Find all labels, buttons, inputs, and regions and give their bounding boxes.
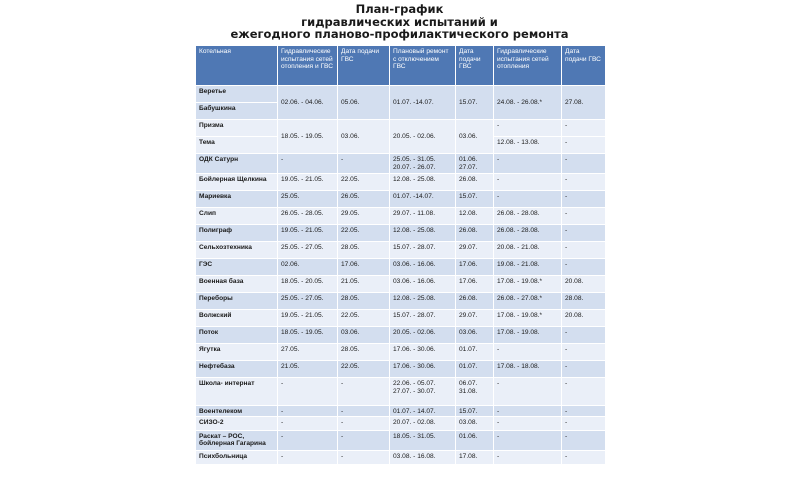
repair-dates: 12.08. - 25.08. — [390, 293, 456, 310]
repair-dates: 20.07. - 02.08. — [390, 416, 456, 430]
gvs-date: - — [562, 174, 606, 191]
title-line-1: План-график — [355, 2, 444, 16]
repair-dates — [390, 154, 456, 174]
gvs-date: 28.08. — [562, 293, 606, 310]
gvs-date: - — [562, 137, 606, 154]
boiler-name: СИЗО-2 — [196, 416, 278, 430]
column-header-gvs-date-2: Дата подачи ГВС — [456, 46, 494, 86]
gvs-date: 05.06. — [338, 86, 390, 120]
hydro-test-dates: 18.05. - 19.05. — [278, 327, 338, 344]
gvs-date: - — [338, 378, 390, 406]
hydro-test-heating-dates: 24.08. - 26.08.* — [494, 86, 562, 120]
hydro-test-heating-dates: 26.08. - 28.08. — [494, 225, 562, 242]
gvs-date-line: 01.06. — [459, 156, 478, 163]
gvs-date: 03.06. — [338, 327, 390, 344]
gvs-date: 12.08. — [456, 208, 494, 225]
hydro-test-dates: - — [278, 406, 338, 417]
table-row — [196, 293, 606, 310]
boiler-name: ОДК Сатурн — [196, 154, 278, 174]
table-row — [196, 259, 606, 276]
table-row — [196, 86, 606, 103]
boiler-name: ГЭС — [196, 259, 278, 276]
repair-dates: 18.05. - 31.05. — [390, 430, 456, 450]
boiler-name: Волжский — [196, 310, 278, 327]
repair-dates: 01.07. -14.07. — [390, 191, 456, 208]
boiler-name: Полиграф — [196, 225, 278, 242]
gvs-date: 28.05. — [338, 293, 390, 310]
hydro-test-dates: 18.05. - 19.05. — [278, 120, 338, 154]
hydro-test-heating-dates: - — [494, 344, 562, 361]
gvs-date: - — [338, 154, 390, 174]
hydro-test-heating-dates: 17.08. - 19.08.* — [494, 310, 562, 327]
boiler-name: Сельхозтехника — [196, 242, 278, 259]
table-row — [196, 154, 606, 174]
gvs-date: - — [562, 191, 606, 208]
table-row — [196, 242, 606, 259]
boiler-name-line: бойлерная Гагарина — [199, 440, 266, 448]
boiler-name: Поток — [196, 327, 278, 344]
gvs-date: 20.08. — [562, 276, 606, 293]
repair-dates: 20.05. - 02.06. — [390, 120, 456, 154]
gvs-date: 22.05. — [338, 361, 390, 378]
gvs-date: 20.08. — [562, 310, 606, 327]
title-line-3: ежегодного планово-профилактического ремонта — [230, 27, 569, 41]
hydro-test-heating-dates: - — [494, 191, 562, 208]
boiler-name: Воентелеком — [196, 406, 278, 417]
boiler-name: Тема — [196, 137, 278, 154]
gvs-date: 28.05. — [338, 344, 390, 361]
boiler-name: Слип — [196, 208, 278, 225]
hydro-test-dates: 02.06. - 04.06. — [278, 86, 338, 120]
column-header-boiler: Котельная — [196, 46, 278, 86]
repair-dates: 15.07. - 28.07. — [390, 242, 456, 259]
hydro-test-dates: - — [278, 430, 338, 450]
gvs-date: 26.08. — [456, 225, 494, 242]
gvs-date: 22.05. — [338, 225, 390, 242]
hydro-test-dates: 27.05. — [278, 344, 338, 361]
gvs-date: - — [562, 120, 606, 137]
boiler-name-line: Раскат – РОС, — [199, 432, 245, 440]
hydro-test-dates: - — [278, 378, 338, 406]
repair-dates-line: 20.07. - 26.07. — [393, 163, 436, 171]
boiler-name: Нефтебаза — [196, 361, 278, 378]
gvs-date: 03.08. — [456, 416, 494, 430]
repair-dates: 03.08. - 16.08. — [390, 450, 456, 464]
gvs-date: 29.05. — [338, 208, 390, 225]
repair-dates: 03.06. - 16.06. — [390, 276, 456, 293]
hydro-test-dates: 25.05. - 27.05. — [278, 242, 338, 259]
gvs-date: 15.07. — [456, 406, 494, 417]
document-title — [0, 3, 799, 41]
repair-dates: 12.08. - 25.08. — [390, 225, 456, 242]
gvs-date: - — [338, 416, 390, 430]
hydro-test-heating-dates: 20.08. - 21.08. — [494, 242, 562, 259]
gvs-date: - — [562, 344, 606, 361]
gvs-date: 29.07. — [456, 310, 494, 327]
hydro-test-heating-dates: - — [494, 406, 562, 417]
boiler-name: Веретье — [196, 86, 278, 103]
gvs-date — [456, 378, 494, 406]
gvs-date: - — [338, 450, 390, 464]
gvs-date: 03.06. — [456, 327, 494, 344]
boiler-name — [196, 430, 278, 450]
hydro-test-heating-dates: - — [494, 174, 562, 191]
boiler-name: Ягутка — [196, 344, 278, 361]
gvs-date: - — [562, 154, 606, 174]
repair-dates: 29.07. - 11.08. — [390, 208, 456, 225]
boiler-name: Военная база — [196, 276, 278, 293]
gvs-date: 17.06. — [456, 259, 494, 276]
hydro-test-heating-dates: - — [494, 450, 562, 464]
hydro-test-heating-dates: 17.08. - 19.08. — [494, 327, 562, 344]
column-header-hydro-tests-heating: Гидравлические испытания сетей отопления — [494, 46, 562, 86]
table-row — [196, 276, 606, 293]
table-row — [196, 191, 606, 208]
gvs-date: - — [562, 327, 606, 344]
gvs-date: - — [562, 259, 606, 276]
repair-dates: 01.07. -14.07. — [390, 86, 456, 120]
table-row — [196, 327, 606, 344]
repair-dates: 03.06. - 16.06. — [390, 259, 456, 276]
gvs-date: - — [562, 416, 606, 430]
hydro-test-heating-dates: - — [494, 430, 562, 450]
gvs-date: - — [562, 450, 606, 464]
repair-dates-line: 27.07. - 30.07. — [393, 387, 436, 395]
table-row — [196, 378, 606, 406]
boiler-name: Мариевка — [196, 191, 278, 208]
gvs-date: 01.07. — [456, 361, 494, 378]
table-row — [196, 430, 606, 450]
table-row — [196, 361, 606, 378]
gvs-date: - — [562, 361, 606, 378]
hydro-test-dates: 21.05. — [278, 361, 338, 378]
hydro-test-dates: 19.05. - 21.05. — [278, 225, 338, 242]
gvs-date: 26.05. — [338, 191, 390, 208]
gvs-date: 27.08. — [562, 86, 606, 120]
gvs-date: 28.05. — [338, 242, 390, 259]
repair-dates: 20.05. - 02.06. — [390, 327, 456, 344]
title-line-2: гидравлических испытаний и — [301, 14, 498, 29]
table-row — [196, 406, 606, 417]
gvs-date: 17.06. — [456, 276, 494, 293]
gvs-date: - — [562, 430, 606, 450]
boiler-name: Призма — [196, 120, 278, 137]
repair-dates-line: 22.06. - 05.07. — [393, 380, 436, 387]
hydro-test-heating-dates: 26.08. - 28.08. — [494, 208, 562, 225]
gvs-date: - — [562, 225, 606, 242]
hydro-test-heating-dates: - — [494, 120, 562, 137]
table-row — [196, 208, 606, 225]
hydro-test-heating-dates: 19.08. - 21.08. — [494, 259, 562, 276]
repair-dates: 12.08. - 25.08. — [390, 174, 456, 191]
hydro-test-dates: 19.05. - 21.05. — [278, 310, 338, 327]
gvs-date-line: 31.08. — [459, 387, 478, 395]
gvs-date: 03.06. — [338, 120, 390, 154]
gvs-date: 26.08. — [456, 174, 494, 191]
table-row — [196, 310, 606, 327]
hydro-test-heating-dates: 17.08. - 19.08.* — [494, 276, 562, 293]
gvs-date: - — [562, 378, 606, 406]
boiler-name: Психбольница — [196, 450, 278, 464]
hydro-test-dates: - — [278, 450, 338, 464]
boiler-name: Переборы — [196, 293, 278, 310]
gvs-date: 22.05. — [338, 310, 390, 327]
table-header-row — [196, 46, 606, 86]
gvs-date: - — [338, 406, 390, 417]
table-row — [196, 225, 606, 242]
gvs-date: 26.08. — [456, 293, 494, 310]
table-row — [196, 174, 606, 191]
hydro-test-heating-dates: 26.08. - 27.08.* — [494, 293, 562, 310]
table-row — [196, 344, 606, 361]
gvs-date — [456, 154, 494, 174]
hydro-test-dates: - — [278, 416, 338, 430]
boiler-name: Бойлерная Щелкина — [196, 174, 278, 191]
boiler-name: Школа- интернат — [196, 378, 278, 406]
hydro-test-dates: 26.05. - 28.05. — [278, 208, 338, 225]
hydro-test-dates: - — [278, 154, 338, 174]
table-row — [196, 416, 606, 430]
repair-dates: 15.07. - 28.07. — [390, 310, 456, 327]
table-row — [196, 120, 606, 137]
gvs-date: 17.06. — [338, 259, 390, 276]
gvs-date: - — [562, 242, 606, 259]
table-row — [196, 450, 606, 464]
gvs-date: 15.07. — [456, 191, 494, 208]
gvs-date: 29.07. — [456, 242, 494, 259]
gvs-date-line: 27.07. — [459, 163, 478, 171]
gvs-date: 03.06. — [456, 120, 494, 154]
gvs-date: - — [562, 208, 606, 225]
gvs-date: - — [562, 406, 606, 417]
boiler-name: Бабушкина — [196, 103, 278, 120]
hydro-test-dates: 19.05. - 21.05. — [278, 174, 338, 191]
repair-dates — [390, 378, 456, 406]
hydro-test-dates: 02.06. — [278, 259, 338, 276]
hydro-test-dates: 25.05. - 27.05. — [278, 293, 338, 310]
gvs-date: 01.06. — [456, 430, 494, 450]
gvs-date: 21.05. — [338, 276, 390, 293]
hydro-test-heating-dates: - — [494, 378, 562, 406]
gvs-date: 15.07. — [456, 86, 494, 120]
repair-dates-line: 25.05. - 31.05. — [393, 156, 436, 163]
hydro-test-heating-dates: - — [494, 154, 562, 174]
column-header-gvs-date-1: Дата подачи ГВС — [338, 46, 390, 86]
column-header-gvs-date-3: Дата подачи ГВС — [562, 46, 606, 86]
gvs-date: 22.05. — [338, 174, 390, 191]
gvs-date: 17.08. — [456, 450, 494, 464]
hydro-test-heating-dates: 12.08. - 13.08. — [494, 137, 562, 154]
hydro-test-dates: 18.05. - 20.05. — [278, 276, 338, 293]
hydro-test-heating-dates: - — [494, 416, 562, 430]
repair-dates: 17.06. - 30.06. — [390, 344, 456, 361]
column-header-planned-repair: Плановый ремонт с отключением ГВС — [390, 46, 456, 86]
hydro-test-dates: 25.05. — [278, 191, 338, 208]
repair-dates: 01.07. - 14.07. — [390, 406, 456, 417]
gvs-date: - — [338, 430, 390, 450]
schedule-table — [195, 45, 606, 465]
gvs-date: 01.07. — [456, 344, 494, 361]
gvs-date-line: 06.07. — [459, 380, 478, 387]
column-header-hydro-tests: Гидравлические испытания сетей отопления и ГВС — [278, 46, 338, 86]
hydro-test-heating-dates: 17.08. - 18.08. — [494, 361, 562, 378]
repair-dates: 17.06. - 30.06. — [390, 361, 456, 378]
